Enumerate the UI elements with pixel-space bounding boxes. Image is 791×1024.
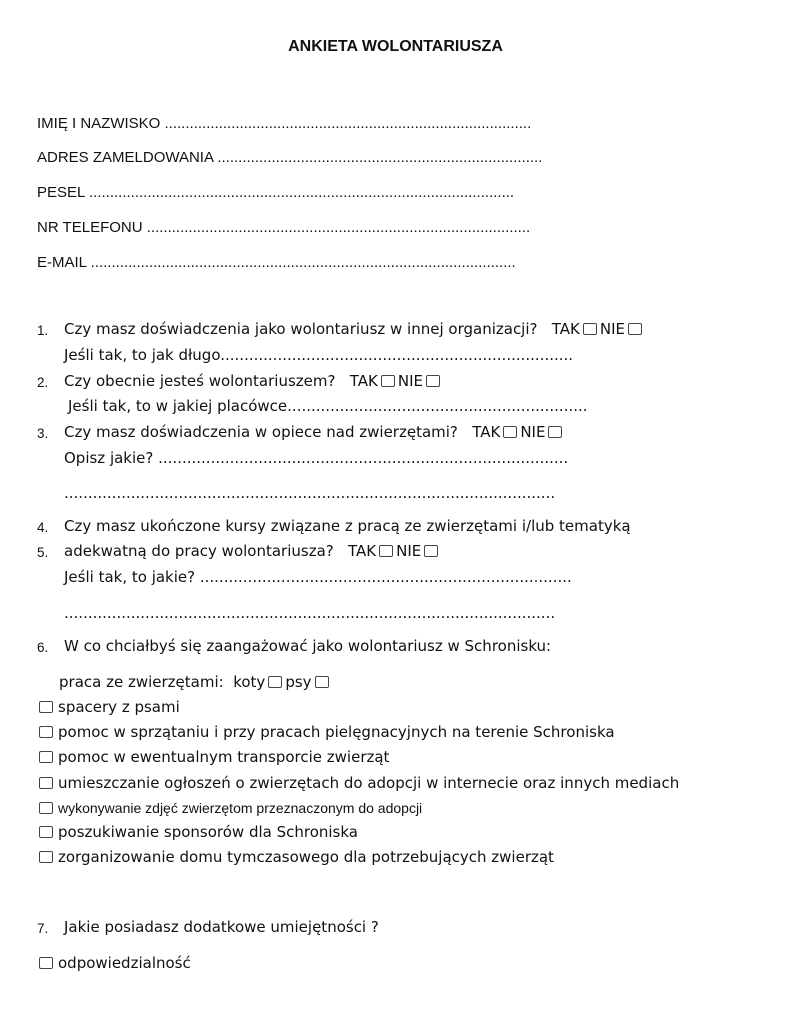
question-5 (64, 544, 441, 559)
cats-checkbox[interactable] (268, 676, 282, 688)
option-transport[interactable] (37, 750, 389, 765)
question-6: W co chciałbyś się zaangażować jako wolontariusz w Schronisku: (64, 637, 552, 655)
option-checkbox[interactable] (39, 701, 53, 713)
question-2 (64, 374, 443, 389)
no-checkbox[interactable] (426, 375, 440, 387)
question-4: Czy masz ukończone kursy związane z pracą ze zwierzętami i/lub tematyką (64, 517, 631, 535)
yes-checkbox[interactable] (503, 426, 517, 438)
question-text: Czy obecnie jesteś wolontariuszem? (64, 372, 336, 390)
question-text: adekwatną do pracy wolontariusza? (64, 542, 334, 560)
option-label: wykonywanie zdjęć zwierzętom przeznaczonym do adopcji (58, 800, 423, 816)
field-email[interactable] (37, 255, 516, 270)
question-3 (64, 425, 565, 440)
option-checkbox[interactable] (39, 826, 53, 838)
question-number: 1. (37, 323, 49, 338)
yes-label: TAK (551, 320, 580, 338)
option-checkbox[interactable] (39, 802, 53, 814)
option-sponsors[interactable] (37, 825, 358, 840)
option-checkbox[interactable] (39, 851, 53, 863)
field-label: PESEL (37, 184, 85, 201)
option-photos[interactable] (37, 801, 422, 815)
option-walks[interactable] (37, 700, 180, 715)
field-pesel[interactable] (37, 185, 514, 200)
answer-line[interactable]: Jeśli tak, to jak długo.......................................................................... (64, 346, 574, 364)
no-label: NIE (520, 423, 546, 441)
question-1 (64, 322, 645, 337)
no-checkbox[interactable] (628, 323, 642, 335)
option-checkbox[interactable] (39, 957, 53, 969)
answer-line[interactable]: ....................................................................................................... (64, 484, 556, 502)
option-label: umieszczanie ogłoszeń o zwierzętach do adopcji w internecie oraz innych mediach (58, 774, 680, 792)
cats-label: koty (233, 673, 266, 691)
question-number: 5. (37, 545, 49, 560)
field-label: IMIĘ I NAZWISKO (37, 115, 161, 132)
option-checkbox[interactable] (39, 751, 53, 763)
yes-label: TAK (472, 423, 501, 441)
yes-label: TAK (348, 542, 377, 560)
field-dots: ........................................................................................ (164, 115, 532, 132)
yes-label: TAK (349, 372, 378, 390)
option-label: pomoc w sprzątaniu i przy pracach pielęgnacyjnych na terenie Schroniska (58, 723, 615, 741)
field-dots: ............................................................................................ (146, 219, 531, 236)
answer-line[interactable]: ....................................................................................................... (64, 604, 556, 622)
question-text: Czy masz doświadczenia jako wolontariusz w innej organizacji? (64, 320, 538, 338)
field-label: E-MAIL (37, 254, 87, 271)
option-label: pomoc w ewentualnym transporcie zwierząt (58, 748, 390, 766)
no-label: NIE (397, 372, 423, 390)
no-label: NIE (396, 542, 422, 560)
field-name[interactable] (37, 116, 531, 131)
option-checkbox[interactable] (39, 777, 53, 789)
option-label: spacery z psami (58, 698, 180, 716)
field-dots: ...................................................................................................... (90, 254, 516, 271)
option-checkbox[interactable] (39, 726, 53, 738)
animal-work-label: praca ze zwierzętami: (59, 673, 224, 691)
field-phone[interactable] (37, 220, 530, 235)
question-number: 4. (37, 520, 49, 535)
option-cleaning[interactable] (37, 725, 615, 740)
yes-checkbox[interactable] (583, 323, 597, 335)
question-number: 6. (37, 640, 49, 655)
dogs-checkbox[interactable] (315, 676, 329, 688)
dogs-label: psy (285, 673, 312, 691)
field-label: NR TELEFONU (37, 219, 143, 236)
form-title: ANKIETA WOLONTARIUSZA (288, 38, 503, 55)
question-7: Jakie posiadasz dodatkowe umiejętności ? (64, 918, 379, 936)
question-number: 2. (37, 375, 49, 390)
answer-line[interactable]: Jeśli tak, to jakie? .............................................................................. (64, 568, 572, 586)
field-address[interactable] (37, 150, 542, 165)
no-label: NIE (599, 320, 626, 338)
field-dots: .............................................................................. (217, 149, 543, 166)
no-checkbox[interactable] (548, 426, 562, 438)
animal-work-row (59, 675, 332, 690)
answer-line[interactable]: Opisz jakie? ...................................................................................... (64, 449, 569, 467)
option-foster-home[interactable] (37, 850, 554, 865)
yes-checkbox[interactable] (379, 545, 393, 557)
field-dots: ...................................................................................................... (88, 184, 515, 201)
no-checkbox[interactable] (424, 545, 438, 557)
answer-line[interactable]: Jeśli tak, to w jakiej placówce............................................................... (68, 397, 588, 415)
option-adoption-ads[interactable] (37, 776, 679, 791)
yes-checkbox[interactable] (381, 375, 395, 387)
option-label: poszukiwanie sponsorów dla Schroniska (58, 823, 358, 841)
option-responsibility[interactable] (37, 956, 191, 971)
question-number: 3. (37, 426, 49, 441)
question-text: Czy masz doświadczenia w opiece nad zwierzętami? (64, 423, 458, 441)
option-label: odpowiedzialność (58, 954, 191, 972)
option-label: zorganizowanie domu tymczasowego dla potrzebujących zwierząt (58, 848, 554, 866)
question-number: 7. (37, 921, 49, 936)
field-label: ADRES ZAMELDOWANIA (37, 149, 214, 166)
